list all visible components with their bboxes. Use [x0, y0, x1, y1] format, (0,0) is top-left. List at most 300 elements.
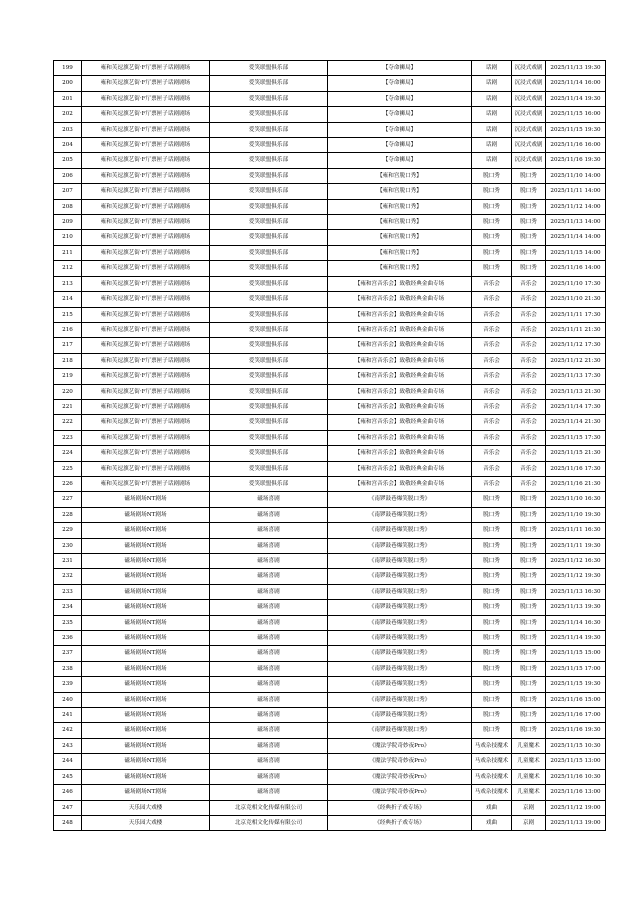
cell-row-number: 226 [54, 476, 82, 491]
table-row [54, 430, 606, 445]
cell-show-title: 《南锣鼓巷爆笑脱口秀》 [328, 554, 472, 569]
cell-organizer: 爱笑联盟俱乐部 [210, 353, 328, 368]
cell-show-time: 2025/11/12 14:00 [546, 199, 606, 214]
cell-venue: 雍和芙逗旗艺街·F厅票匣子话剧剧场 [82, 276, 210, 291]
cell-venue: 雍和芙逗旗艺街·F厅票匣子话剧剧场 [82, 184, 210, 199]
cell-organizer: 磁场喜剧 [210, 615, 328, 630]
cell-show-time: 2025/11/10 14:00 [546, 168, 606, 183]
cell-row-number: 227 [54, 492, 82, 507]
cell-organizer: 爱笑联盟俱乐部 [210, 184, 328, 199]
cell-row-number: 199 [54, 61, 82, 76]
cell-show-time: 2025/11/16 19:30 [546, 153, 606, 168]
cell-show-title: 【雍和宫音乐会】致敬经典金曲专场 [328, 430, 472, 445]
cell-show-title: 【雍和宫脱口秀】 [328, 184, 472, 199]
cell-show-title: 【夺命狮局】 [328, 138, 472, 153]
cell-organizer: 爱笑联盟俱乐部 [210, 461, 328, 476]
cell-venue: 磁场剧场NT剧场 [82, 584, 210, 599]
cell-show-time: 2025/11/12 21:30 [546, 353, 606, 368]
cell-subcategory: 脱口秀 [512, 646, 546, 661]
table-row [54, 584, 606, 599]
cell-show-time: 2025/11/13 14:00 [546, 215, 606, 230]
cell-show-title: 【雍和宫音乐会】致敬经典金曲专场 [328, 476, 472, 491]
table-row [54, 230, 606, 245]
cell-category: 音乐会 [472, 384, 512, 399]
table-row [54, 600, 606, 615]
cell-category: 话剧 [472, 91, 512, 106]
cell-show-time: 2025/11/14 14:00 [546, 230, 606, 245]
cell-category: 脱口秀 [472, 215, 512, 230]
cell-subcategory: 脱口秀 [512, 538, 546, 553]
cell-subcategory: 儿童魔术 [512, 738, 546, 753]
cell-organizer: 爱笑联盟俱乐部 [210, 476, 328, 491]
cell-venue: 天乐园大戏楼 [82, 800, 210, 815]
cell-show-title: 《南锣鼓巷爆笑脱口秀》 [328, 492, 472, 507]
cell-show-title: 【雍和宫音乐会】致敬经典金曲专场 [328, 399, 472, 414]
cell-show-time: 2025/11/16 10:30 [546, 769, 606, 784]
cell-row-number: 216 [54, 322, 82, 337]
cell-category: 脱口秀 [472, 677, 512, 692]
cell-show-time: 2025/11/16 17:30 [546, 461, 606, 476]
cell-row-number: 207 [54, 184, 82, 199]
cell-show-time: 2025/11/10 19:30 [546, 507, 606, 522]
cell-show-time: 2025/11/10 16:30 [546, 492, 606, 507]
cell-venue: 雍和芙逗旗艺街·F厅票匣子话剧剧场 [82, 322, 210, 337]
cell-organizer: 磁场喜剧 [210, 769, 328, 784]
table-row [54, 723, 606, 738]
cell-venue: 磁场剧场NT剧场 [82, 492, 210, 507]
cell-subcategory: 音乐会 [512, 430, 546, 445]
cell-organizer: 爱笑联盟俱乐部 [210, 338, 328, 353]
cell-show-time: 2025/11/16 14:00 [546, 261, 606, 276]
cell-row-number: 221 [54, 399, 82, 414]
cell-row-number: 209 [54, 215, 82, 230]
cell-show-time: 2025/11/12 17:30 [546, 338, 606, 353]
cell-venue: 磁场剧场NT剧场 [82, 600, 210, 615]
cell-organizer: 爱笑联盟俱乐部 [210, 61, 328, 76]
cell-row-number: 231 [54, 554, 82, 569]
table-row [54, 785, 606, 800]
cell-row-number: 245 [54, 769, 82, 784]
cell-venue: 磁场剧场NT剧场 [82, 677, 210, 692]
table-row [54, 215, 606, 230]
cell-show-time: 2025/11/13 19:00 [546, 815, 606, 830]
cell-show-time: 2025/11/14 19:30 [546, 631, 606, 646]
cell-row-number: 205 [54, 153, 82, 168]
cell-row-number: 230 [54, 538, 82, 553]
cell-show-time: 2025/11/16 17:00 [546, 708, 606, 723]
cell-subcategory: 脱口秀 [512, 661, 546, 676]
cell-show-title: 【雍和宫音乐会】致敬经典金曲专场 [328, 307, 472, 322]
cell-venue: 雍和芙逗旗艺街·F厅票匣子话剧剧场 [82, 215, 210, 230]
cell-show-time: 2025/11/15 17:00 [546, 661, 606, 676]
cell-organizer: 爱笑联盟俱乐部 [210, 230, 328, 245]
cell-show-time: 2025/11/12 16:30 [546, 554, 606, 569]
table-body [54, 61, 606, 831]
cell-show-title: 【雍和宫音乐会】致敬经典金曲专场 [328, 461, 472, 476]
cell-venue: 雍和芙逗旗艺街·F厅票匣子话剧剧场 [82, 107, 210, 122]
cell-subcategory: 儿童魔术 [512, 769, 546, 784]
cell-category: 音乐会 [472, 338, 512, 353]
cell-row-number: 220 [54, 384, 82, 399]
table-row [54, 122, 606, 137]
cell-show-time: 2025/11/13 16:30 [546, 584, 606, 599]
cell-row-number: 228 [54, 507, 82, 522]
cell-venue: 雍和芙逗旗艺街·F厅票匣子话剧剧场 [82, 168, 210, 183]
cell-show-title: 【雍和宫音乐会】致敬经典金曲专场 [328, 353, 472, 368]
cell-subcategory: 脱口秀 [512, 261, 546, 276]
cell-show-title: 【雍和宫脱口秀】 [328, 215, 472, 230]
cell-subcategory: 音乐会 [512, 476, 546, 491]
cell-row-number: 206 [54, 168, 82, 183]
cell-organizer: 爱笑联盟俱乐部 [210, 215, 328, 230]
cell-show-title: 《经典折子戏专场》 [328, 815, 472, 830]
cell-organizer: 爱笑联盟俱乐部 [210, 292, 328, 307]
cell-subcategory: 脱口秀 [512, 600, 546, 615]
cell-organizer: 磁场喜剧 [210, 492, 328, 507]
table-row [54, 492, 606, 507]
cell-category: 音乐会 [472, 399, 512, 414]
cell-venue: 雍和芙逗旗艺街·F厅票匣子话剧剧场 [82, 399, 210, 414]
cell-venue: 雍和芙逗旗艺街·F厅票匣子话剧剧场 [82, 415, 210, 430]
table-row [54, 138, 606, 153]
cell-show-time: 2025/11/16 13:00 [546, 785, 606, 800]
cell-row-number: 229 [54, 523, 82, 538]
cell-venue: 雍和芙逗旗艺街·F厅票匣子话剧剧场 [82, 261, 210, 276]
table-row [54, 415, 606, 430]
cell-subcategory: 脱口秀 [512, 245, 546, 260]
cell-show-time: 2025/11/13 19:30 [546, 600, 606, 615]
cell-organizer: 磁场喜剧 [210, 785, 328, 800]
cell-row-number: 204 [54, 138, 82, 153]
cell-show-time: 2025/11/15 19:30 [546, 122, 606, 137]
cell-organizer: 爱笑联盟俱乐部 [210, 245, 328, 260]
cell-organizer: 磁场喜剧 [210, 754, 328, 769]
cell-show-time: 2025/11/13 21:30 [546, 384, 606, 399]
cell-row-number: 215 [54, 307, 82, 322]
cell-show-title: 【雍和宫音乐会】致敬经典金曲专场 [328, 384, 472, 399]
cell-venue: 雍和芙逗旗艺街·F厅票匣子话剧剧场 [82, 153, 210, 168]
cell-organizer: 磁场喜剧 [210, 723, 328, 738]
cell-show-time: 2025/11/10 17:30 [546, 276, 606, 291]
cell-show-title: 【夺命狮局】 [328, 107, 472, 122]
cell-category: 脱口秀 [472, 538, 512, 553]
table-row [54, 76, 606, 91]
cell-subcategory: 脱口秀 [512, 615, 546, 630]
table-row [54, 646, 606, 661]
cell-show-title: 《南锣鼓巷爆笑脱口秀》 [328, 600, 472, 615]
cell-show-time: 2025/11/14 19:30 [546, 91, 606, 106]
cell-category: 音乐会 [472, 415, 512, 430]
cell-row-number: 234 [54, 600, 82, 615]
cell-subcategory: 音乐会 [512, 415, 546, 430]
cell-show-time: 2025/11/15 14:00 [546, 245, 606, 260]
cell-show-time: 2025/11/11 14:00 [546, 184, 606, 199]
cell-venue: 雍和芙逗旗艺街·F厅票匣子话剧剧场 [82, 230, 210, 245]
cell-organizer: 爱笑联盟俱乐部 [210, 168, 328, 183]
cell-organizer: 爱笑联盟俱乐部 [210, 369, 328, 384]
table-row [54, 384, 606, 399]
cell-organizer: 磁场喜剧 [210, 708, 328, 723]
cell-venue: 磁场剧场NT剧场 [82, 631, 210, 646]
cell-show-time: 2025/11/11 17:30 [546, 307, 606, 322]
cell-row-number: 246 [54, 785, 82, 800]
cell-subcategory: 脱口秀 [512, 184, 546, 199]
cell-venue: 雍和芙逗旗艺街·F厅票匣子话剧剧场 [82, 122, 210, 137]
cell-organizer: 爱笑联盟俱乐部 [210, 415, 328, 430]
cell-subcategory: 儿童魔术 [512, 754, 546, 769]
cell-organizer: 爱笑联盟俱乐部 [210, 199, 328, 214]
cell-show-time: 2025/11/11 16:30 [546, 523, 606, 538]
table-row [54, 338, 606, 353]
cell-category: 戏曲 [472, 815, 512, 830]
cell-venue: 磁场剧场NT剧场 [82, 646, 210, 661]
cell-venue: 磁场剧场NT剧场 [82, 569, 210, 584]
cell-category: 脱口秀 [472, 646, 512, 661]
cell-category: 马戏杂技魔术 [472, 785, 512, 800]
cell-organizer: 爱笑联盟俱乐部 [210, 322, 328, 337]
cell-venue: 雍和芙逗旗艺街·F厅票匣子话剧剧场 [82, 369, 210, 384]
cell-show-title: 《南锣鼓巷爆笑脱口秀》 [328, 569, 472, 584]
cell-venue: 雍和芙逗旗艺街·F厅票匣子话剧剧场 [82, 384, 210, 399]
cell-category: 脱口秀 [472, 230, 512, 245]
cell-row-number: 211 [54, 245, 82, 260]
cell-venue: 雍和芙逗旗艺街·F厅票匣子话剧剧场 [82, 76, 210, 91]
cell-show-time: 2025/11/16 15:00 [546, 692, 606, 707]
cell-organizer: 磁场喜剧 [210, 646, 328, 661]
table-row [54, 708, 606, 723]
cell-show-title: 【雍和宫音乐会】致敬经典金曲专场 [328, 338, 472, 353]
cell-row-number: 237 [54, 646, 82, 661]
cell-organizer: 爱笑联盟俱乐部 [210, 122, 328, 137]
cell-subcategory: 沉浸式戏剧 [512, 153, 546, 168]
cell-category: 音乐会 [472, 430, 512, 445]
cell-subcategory: 沉浸式戏剧 [512, 76, 546, 91]
cell-category: 音乐会 [472, 307, 512, 322]
cell-subcategory: 脱口秀 [512, 523, 546, 538]
cell-subcategory: 脱口秀 [512, 569, 546, 584]
cell-organizer: 爱笑联盟俱乐部 [210, 384, 328, 399]
cell-category: 脱口秀 [472, 584, 512, 599]
cell-category: 脱口秀 [472, 615, 512, 630]
cell-show-time: 2025/11/14 17:30 [546, 399, 606, 414]
cell-venue: 磁场剧场NT剧场 [82, 785, 210, 800]
cell-show-time: 2025/11/11 19:30 [546, 538, 606, 553]
table-row [54, 261, 606, 276]
cell-organizer: 爱笑联盟俱乐部 [210, 261, 328, 276]
table-row [54, 276, 606, 291]
cell-show-title: 《南锣鼓巷爆笑脱口秀》 [328, 507, 472, 522]
cell-show-title: 《南锣鼓巷爆笑脱口秀》 [328, 631, 472, 646]
cell-subcategory: 沉浸式戏剧 [512, 138, 546, 153]
cell-show-title: 《南锣鼓巷爆笑脱口秀》 [328, 661, 472, 676]
performance-schedule-table [53, 60, 606, 831]
cell-show-title: 【雍和宫音乐会】致敬经典金曲专场 [328, 446, 472, 461]
cell-venue: 磁场剧场NT剧场 [82, 538, 210, 553]
cell-show-title: 《魔法学院奇妙夜Pro》 [328, 738, 472, 753]
cell-category: 马戏杂技魔术 [472, 738, 512, 753]
cell-row-number: 248 [54, 815, 82, 830]
cell-show-time: 2025/11/15 15:00 [546, 646, 606, 661]
cell-subcategory: 音乐会 [512, 384, 546, 399]
cell-organizer: 爱笑联盟俱乐部 [210, 307, 328, 322]
cell-organizer: 磁场喜剧 [210, 661, 328, 676]
cell-show-title: 《南锣鼓巷爆笑脱口秀》 [328, 584, 472, 599]
cell-organizer: 爱笑联盟俱乐部 [210, 430, 328, 445]
cell-show-title: 《南锣鼓巷爆笑脱口秀》 [328, 677, 472, 692]
table-row [54, 184, 606, 199]
cell-organizer: 爱笑联盟俱乐部 [210, 446, 328, 461]
cell-subcategory: 沉浸式戏剧 [512, 61, 546, 76]
cell-category: 话剧 [472, 138, 512, 153]
cell-subcategory: 音乐会 [512, 399, 546, 414]
cell-row-number: 200 [54, 76, 82, 91]
cell-category: 脱口秀 [472, 661, 512, 676]
cell-subcategory: 脱口秀 [512, 507, 546, 522]
cell-venue: 雍和芙逗旗艺街·F厅票匣子话剧剧场 [82, 61, 210, 76]
cell-show-title: 《南锣鼓巷爆笑脱口秀》 [328, 723, 472, 738]
table-row [54, 738, 606, 753]
cell-show-title: 《南锣鼓巷爆笑脱口秀》 [328, 538, 472, 553]
cell-category: 脱口秀 [472, 723, 512, 738]
cell-row-number: 203 [54, 122, 82, 137]
cell-organizer: 爱笑联盟俱乐部 [210, 276, 328, 291]
cell-row-number: 222 [54, 415, 82, 430]
table-row [54, 399, 606, 414]
cell-show-time: 2025/11/11 21:30 [546, 322, 606, 337]
cell-subcategory: 京剧 [512, 800, 546, 815]
cell-show-time: 2025/11/15 19:30 [546, 677, 606, 692]
table-row [54, 369, 606, 384]
cell-row-number: 233 [54, 584, 82, 599]
table-row [54, 91, 606, 106]
cell-show-time: 2025/11/16 21:30 [546, 476, 606, 491]
cell-organizer: 爱笑联盟俱乐部 [210, 107, 328, 122]
cell-show-title: 《南锣鼓巷爆笑脱口秀》 [328, 646, 472, 661]
cell-venue: 雍和芙逗旗艺街·F厅票匣子话剧剧场 [82, 338, 210, 353]
cell-organizer: 磁场喜剧 [210, 738, 328, 753]
cell-category: 脱口秀 [472, 184, 512, 199]
table-row [54, 168, 606, 183]
cell-venue: 磁场剧场NT剧场 [82, 615, 210, 630]
cell-venue: 磁场剧场NT剧场 [82, 692, 210, 707]
cell-row-number: 236 [54, 631, 82, 646]
table-row [54, 800, 606, 815]
cell-venue: 雍和芙逗旗艺街·F厅票匣子话剧剧场 [82, 292, 210, 307]
cell-row-number: 213 [54, 276, 82, 291]
cell-category: 脱口秀 [472, 569, 512, 584]
cell-row-number: 210 [54, 230, 82, 245]
cell-show-title: 《南锣鼓巷爆笑脱口秀》 [328, 708, 472, 723]
cell-subcategory: 沉浸式戏剧 [512, 91, 546, 106]
cell-category: 脱口秀 [472, 245, 512, 260]
cell-category: 话剧 [472, 61, 512, 76]
cell-organizer: 爱笑联盟俱乐部 [210, 91, 328, 106]
cell-category: 话剧 [472, 107, 512, 122]
cell-subcategory: 脱口秀 [512, 230, 546, 245]
table-row [54, 353, 606, 368]
cell-row-number: 201 [54, 91, 82, 106]
cell-subcategory: 脱口秀 [512, 708, 546, 723]
cell-show-time: 2025/11/10 21:30 [546, 292, 606, 307]
cell-subcategory: 脱口秀 [512, 554, 546, 569]
cell-organizer: 磁场喜剧 [210, 538, 328, 553]
cell-show-title: 【夺命狮局】 [328, 153, 472, 168]
cell-row-number: 244 [54, 754, 82, 769]
cell-show-time: 2025/11/15 13:00 [546, 754, 606, 769]
cell-category: 马戏杂技魔术 [472, 769, 512, 784]
cell-category: 马戏杂技魔术 [472, 754, 512, 769]
table-row [54, 476, 606, 491]
cell-subcategory: 音乐会 [512, 338, 546, 353]
cell-show-title: 【雍和宫音乐会】致敬经典金曲专场 [328, 369, 472, 384]
cell-show-time: 2025/11/13 17:30 [546, 369, 606, 384]
cell-venue: 磁场剧场NT剧场 [82, 769, 210, 784]
cell-row-number: 243 [54, 738, 82, 753]
cell-row-number: 202 [54, 107, 82, 122]
table-row [54, 446, 606, 461]
table-row [54, 322, 606, 337]
cell-show-title: 【雍和宫音乐会】致敬经典金曲专场 [328, 292, 472, 307]
cell-row-number: 242 [54, 723, 82, 738]
table-row [54, 692, 606, 707]
cell-subcategory: 脱口秀 [512, 584, 546, 599]
cell-category: 话剧 [472, 153, 512, 168]
table-row [54, 461, 606, 476]
cell-row-number: 239 [54, 677, 82, 692]
cell-organizer: 磁场喜剧 [210, 507, 328, 522]
cell-row-number: 219 [54, 369, 82, 384]
cell-show-title: 《经典折子戏专场》 [328, 800, 472, 815]
table-row [54, 292, 606, 307]
cell-show-title: 【雍和宫脱口秀】 [328, 168, 472, 183]
cell-organizer: 爱笑联盟俱乐部 [210, 138, 328, 153]
cell-row-number: 214 [54, 292, 82, 307]
cell-organizer: 磁场喜剧 [210, 600, 328, 615]
cell-venue: 雍和芙逗旗艺街·F厅票匣子话剧剧场 [82, 199, 210, 214]
cell-row-number: 212 [54, 261, 82, 276]
cell-organizer: 爱笑联盟俱乐部 [210, 153, 328, 168]
cell-category: 音乐会 [472, 353, 512, 368]
table-row [54, 523, 606, 538]
cell-row-number: 247 [54, 800, 82, 815]
cell-show-title: 【雍和宫脱口秀】 [328, 245, 472, 260]
cell-show-title: 【雍和宫音乐会】致敬经典金曲专场 [328, 276, 472, 291]
cell-row-number: 217 [54, 338, 82, 353]
cell-subcategory: 音乐会 [512, 307, 546, 322]
table-row [54, 507, 606, 522]
table-row [54, 615, 606, 630]
cell-category: 音乐会 [472, 322, 512, 337]
cell-row-number: 240 [54, 692, 82, 707]
table-row [54, 661, 606, 676]
cell-subcategory: 音乐会 [512, 446, 546, 461]
cell-category: 音乐会 [472, 461, 512, 476]
cell-category: 戏曲 [472, 800, 512, 815]
cell-row-number: 235 [54, 615, 82, 630]
cell-row-number: 224 [54, 446, 82, 461]
table-row [54, 569, 606, 584]
cell-organizer: 磁场喜剧 [210, 584, 328, 599]
cell-show-title: 《魔法学院奇妙夜Pro》 [328, 754, 472, 769]
cell-venue: 磁场剧场NT剧场 [82, 523, 210, 538]
cell-organizer: 磁场喜剧 [210, 523, 328, 538]
cell-row-number: 232 [54, 569, 82, 584]
cell-venue: 磁场剧场NT剧场 [82, 554, 210, 569]
cell-category: 脱口秀 [472, 261, 512, 276]
cell-show-time: 2025/11/13 19:30 [546, 61, 606, 76]
cell-subcategory: 脱口秀 [512, 677, 546, 692]
cell-show-title: 【雍和宫脱口秀】 [328, 261, 472, 276]
